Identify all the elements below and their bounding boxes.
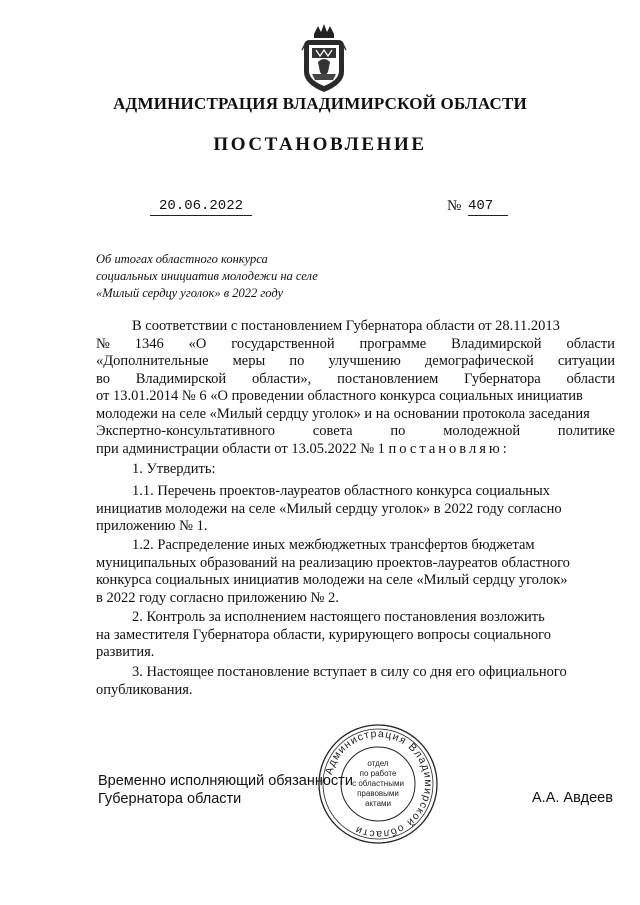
stamp-center-line: по работе bbox=[359, 769, 397, 778]
text-line: на заместителя Губернатора области, курирующего вопросы социального bbox=[96, 626, 551, 643]
word: «Дополнительные bbox=[96, 353, 209, 369]
text-line bbox=[96, 353, 615, 371]
text-line: 1.1. Перечень проектов-лауреатов областного конкурса социальных bbox=[132, 483, 550, 499]
word: 1346 bbox=[134, 335, 164, 352]
position-line: Губернатора области bbox=[98, 791, 242, 807]
stamp-ring-text: Администрация Владимирской области bbox=[322, 727, 435, 841]
stamp-center-line: правовыми bbox=[357, 789, 399, 798]
word: Экспертно-консультативного bbox=[96, 423, 275, 439]
word: «О bbox=[188, 335, 207, 352]
official-stamp bbox=[316, 722, 440, 846]
text-line: 1.2. Распределение иных межбюджетных трансфертов бюджетам bbox=[132, 537, 535, 553]
word: Владимирской bbox=[135, 370, 227, 387]
word: политике bbox=[557, 423, 615, 439]
word: демографической bbox=[424, 353, 534, 369]
signatory-position bbox=[98, 772, 353, 808]
word: совета bbox=[312, 423, 353, 439]
word: ситуации bbox=[557, 353, 615, 369]
text-line bbox=[96, 336, 615, 354]
item-1 bbox=[96, 461, 615, 479]
word: области», bbox=[251, 370, 312, 387]
stamp-center-line: с областными bbox=[352, 779, 404, 788]
text-line bbox=[96, 441, 615, 459]
word: во bbox=[96, 370, 110, 387]
word: молодежной bbox=[443, 423, 521, 439]
word: улучшению bbox=[328, 353, 401, 369]
document-date: 20.06.2022 bbox=[150, 198, 252, 216]
text-line: муниципальных образований на реализацию проектов-лауреатов областного bbox=[96, 554, 570, 571]
position-line: Временно исполняющий обязанности bbox=[98, 773, 353, 789]
signatory-name: А.А. Авдеев bbox=[532, 790, 613, 806]
word: меры bbox=[232, 353, 266, 369]
item-3 bbox=[96, 664, 615, 699]
organization-title: АДМИНИСТРАЦИЯ ВЛАДИМИРСКОЙ ОБЛАСТИ bbox=[113, 94, 527, 113]
item-1-2 bbox=[96, 537, 615, 607]
item-2 bbox=[96, 609, 615, 662]
stamp-center-line: актами bbox=[364, 799, 392, 808]
word: по bbox=[390, 423, 406, 439]
word: Губернатора bbox=[464, 370, 541, 387]
stamp-center-line: отдел bbox=[367, 759, 389, 768]
text-line: в 2022 году согласно приложению № 2. bbox=[96, 589, 339, 606]
text-line: развития. bbox=[96, 644, 155, 660]
text-line: 2. Контроль за исполнением настоящего постановления возложить bbox=[132, 609, 545, 625]
text-line: опубликования. bbox=[96, 681, 193, 698]
preamble-paragraph bbox=[96, 318, 615, 458]
document-number: 407 bbox=[468, 198, 508, 216]
text-line bbox=[96, 371, 615, 389]
word: области bbox=[566, 335, 615, 352]
word: программе bbox=[359, 335, 427, 352]
text-line bbox=[96, 423, 615, 441]
text-line: приложению № 1. bbox=[96, 518, 208, 534]
word: постановлением bbox=[337, 370, 439, 387]
text-line: 3. Настоящее постановление вступает в силу со дня его официального bbox=[132, 664, 567, 680]
text-line: инициатив молодежи на селе «Милый сердцу уголок» в 2022 году согласно bbox=[96, 500, 562, 517]
text-line: 1. Утвердить: bbox=[132, 461, 216, 477]
subject-line: Об итогах областного конкурса bbox=[96, 252, 268, 266]
text-fragment: при администрации области от 13.05.2022 № 1 bbox=[96, 440, 389, 457]
document-type-title: ПОСТАНОВЛЕНИЕ bbox=[213, 134, 427, 155]
word: области bbox=[566, 370, 615, 387]
text-line: молодежи на селе «Милый сердцу уголок» и на основании протокола заседания bbox=[96, 405, 590, 422]
coat-of-arms-icon bbox=[300, 22, 348, 94]
word: № bbox=[96, 335, 110, 352]
document-subject bbox=[96, 251, 356, 302]
item-1-1 bbox=[96, 483, 615, 536]
word: по bbox=[289, 353, 305, 369]
text-line: от 13.01.2014 № 6 «О проведении областного конкурса социальных инициатив bbox=[96, 388, 583, 404]
text-line: конкурса социальных инициатив молодежи на селе «Милый сердцу уголок» bbox=[96, 572, 568, 588]
number-sign: № bbox=[447, 198, 462, 214]
word: Владимирской bbox=[451, 335, 542, 352]
subject-line: «Милый сердцу уголок» в 2022 году bbox=[96, 286, 284, 300]
subject-line: социальных инициатив молодежи на селе bbox=[96, 269, 318, 283]
word: государственной bbox=[231, 335, 335, 352]
text-line: В соответствии с постановлением Губернатора области от 28.11.2013 bbox=[132, 318, 560, 334]
decree-word: постановляю: bbox=[388, 440, 510, 457]
